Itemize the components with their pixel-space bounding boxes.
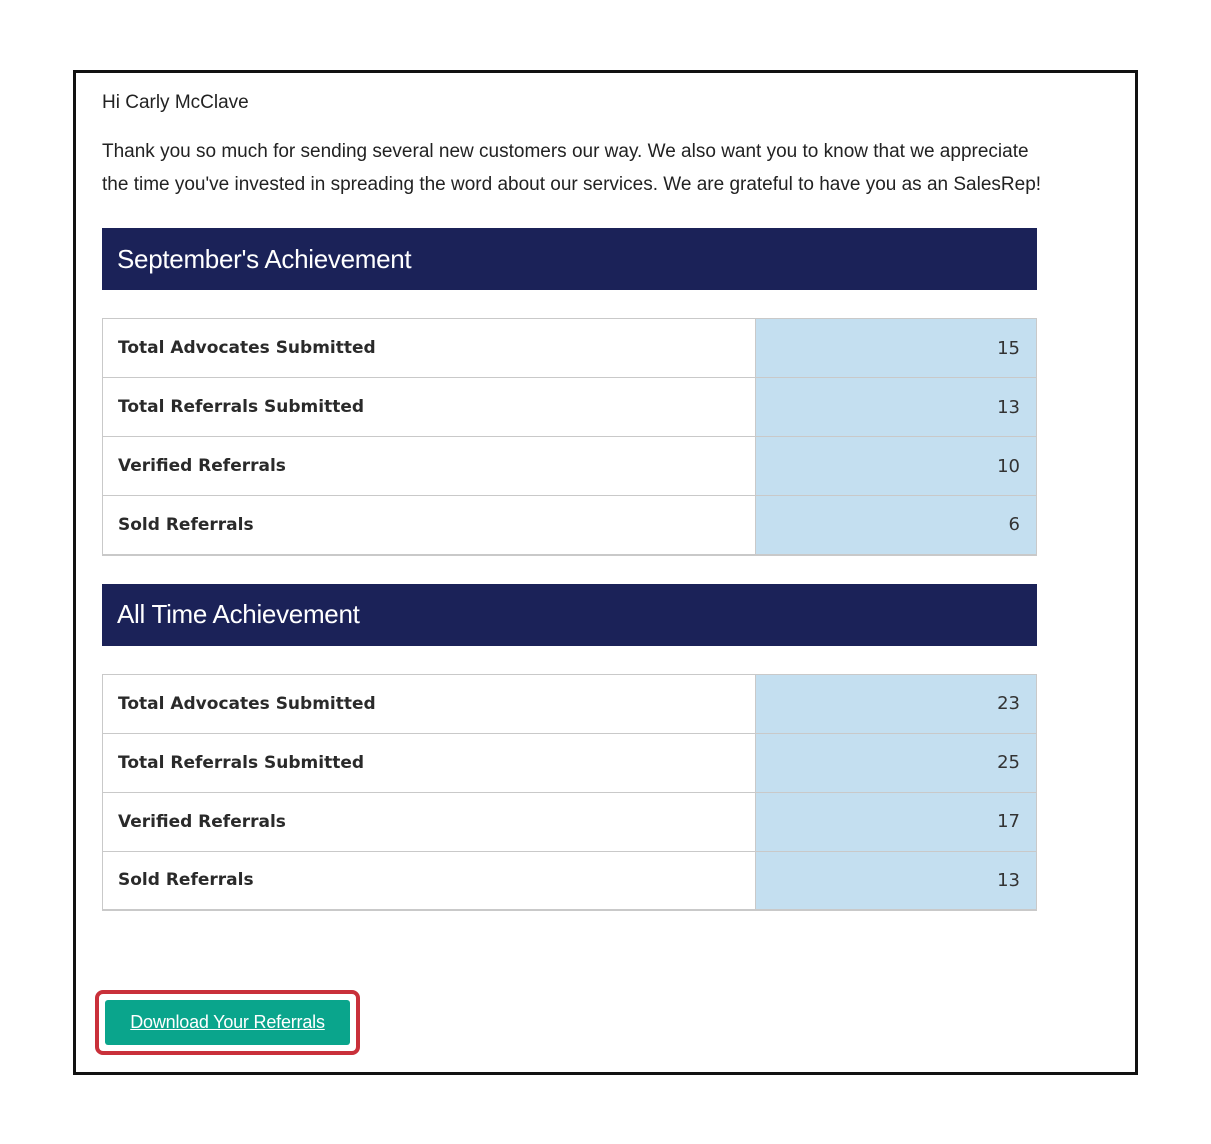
download-referrals-button[interactable]: Download Your Referrals	[105, 1000, 350, 1045]
stat-value: 13	[756, 851, 1037, 910]
stat-label: Verified Referrals	[103, 792, 756, 851]
stat-value: 6	[756, 496, 1037, 555]
table-row	[103, 378, 1037, 437]
september-achievement-header: September's Achievement	[102, 228, 1037, 290]
table-row	[103, 496, 1037, 555]
stat-value: 15	[756, 319, 1037, 378]
table-row	[103, 674, 1037, 733]
table-row	[103, 792, 1037, 851]
intro-paragraph: Thank you so much for sending several new customers our way. We also want you to know that we appreciate the time you've invested in spreading the word about our services. We are grateful to have you as an SalesRep!	[102, 141, 1042, 195]
stat-label: Sold Referrals	[103, 851, 756, 910]
stat-value: 17	[756, 792, 1037, 851]
stat-label: Total Referrals Submitted	[103, 378, 756, 437]
stat-label: Total Advocates Submitted	[103, 319, 756, 378]
greeting: Hi Carly McClave	[102, 92, 249, 113]
email-content	[102, 91, 1042, 911]
table-row	[103, 437, 1037, 496]
table-row	[103, 733, 1037, 792]
table-row	[103, 851, 1037, 910]
stat-label: Verified Referrals	[103, 437, 756, 496]
stat-label: Sold Referrals	[103, 496, 756, 555]
table-row	[103, 319, 1037, 378]
download-button-highlight	[95, 990, 360, 1055]
stat-value: 23	[756, 674, 1037, 733]
stat-value: 13	[756, 378, 1037, 437]
september-achievement-table	[102, 318, 1037, 556]
stat-value: 10	[756, 437, 1037, 496]
email-frame	[73, 70, 1138, 1075]
stat-label: Total Referrals Submitted	[103, 733, 756, 792]
all-time-achievement-header: All Time Achievement	[102, 584, 1037, 646]
stat-value: 25	[756, 733, 1037, 792]
stat-label: Total Advocates Submitted	[103, 674, 756, 733]
all-time-achievement-table	[102, 674, 1037, 912]
